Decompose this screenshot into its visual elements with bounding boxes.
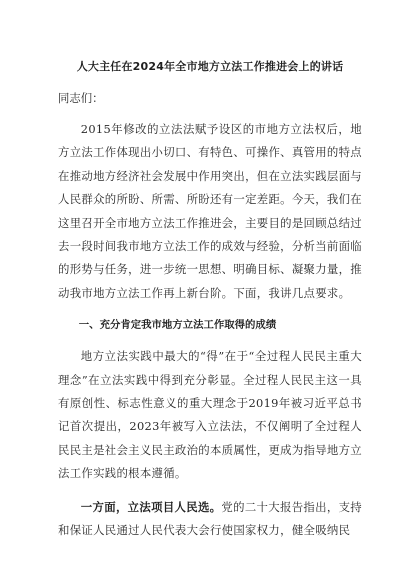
section-1-paragraph: 地方立法实践中最大的“得”在于“全过程人民民主重大理念”在立法实践中得到充分彰显。全过程人民民主这一具有原创性、标志性意义的重大理念于2019年被习近平总书记首次提出，2023年被写入立法法，不仅阐明了全过程人民民主是社会主义民主政治的本质属性，更成为指导地方立法工作实践的根本遵循。 [58, 349, 362, 481]
document-page [58, 58, 362, 553]
document-title: 人大主任在2024年全市地方立法工作推进会上的讲话 [76, 60, 344, 73]
point-1-text: 党的二十大报告指出，支持和保证人民通过人民代表大会行使国家权力，健全吸纳民 [58, 499, 362, 538]
point-1-lead: 一方面，立法项目人民选。 [80, 499, 222, 514]
section-heading-1: 一、充分肯定我市地方立法工作取得的成绩 [78, 319, 277, 332]
intro-paragraph: 2015年修改的立法法赋予设区的市地方立法权后，地方立法工作体现出小切口、有特色、可操作、真管用的特点在推动地方经济社会发展中作用突出，但在立法实践层面与人民群众的所盼、所需、所盼还有一定差距。今天，我们在这里召开全市地方立法工作推进会，主要目的是回顾总结过去一段时间我市地方立法工作的成效与经验，分析当前面临的形势与任务，进一步统一思想、明确目标、凝聚力量，推动我市地方立法工作再上新台阶。下面，我讲几点要求。 [58, 122, 362, 300]
salutation: 同志们： [58, 91, 104, 105]
point-1-paragraph [58, 496, 362, 543]
